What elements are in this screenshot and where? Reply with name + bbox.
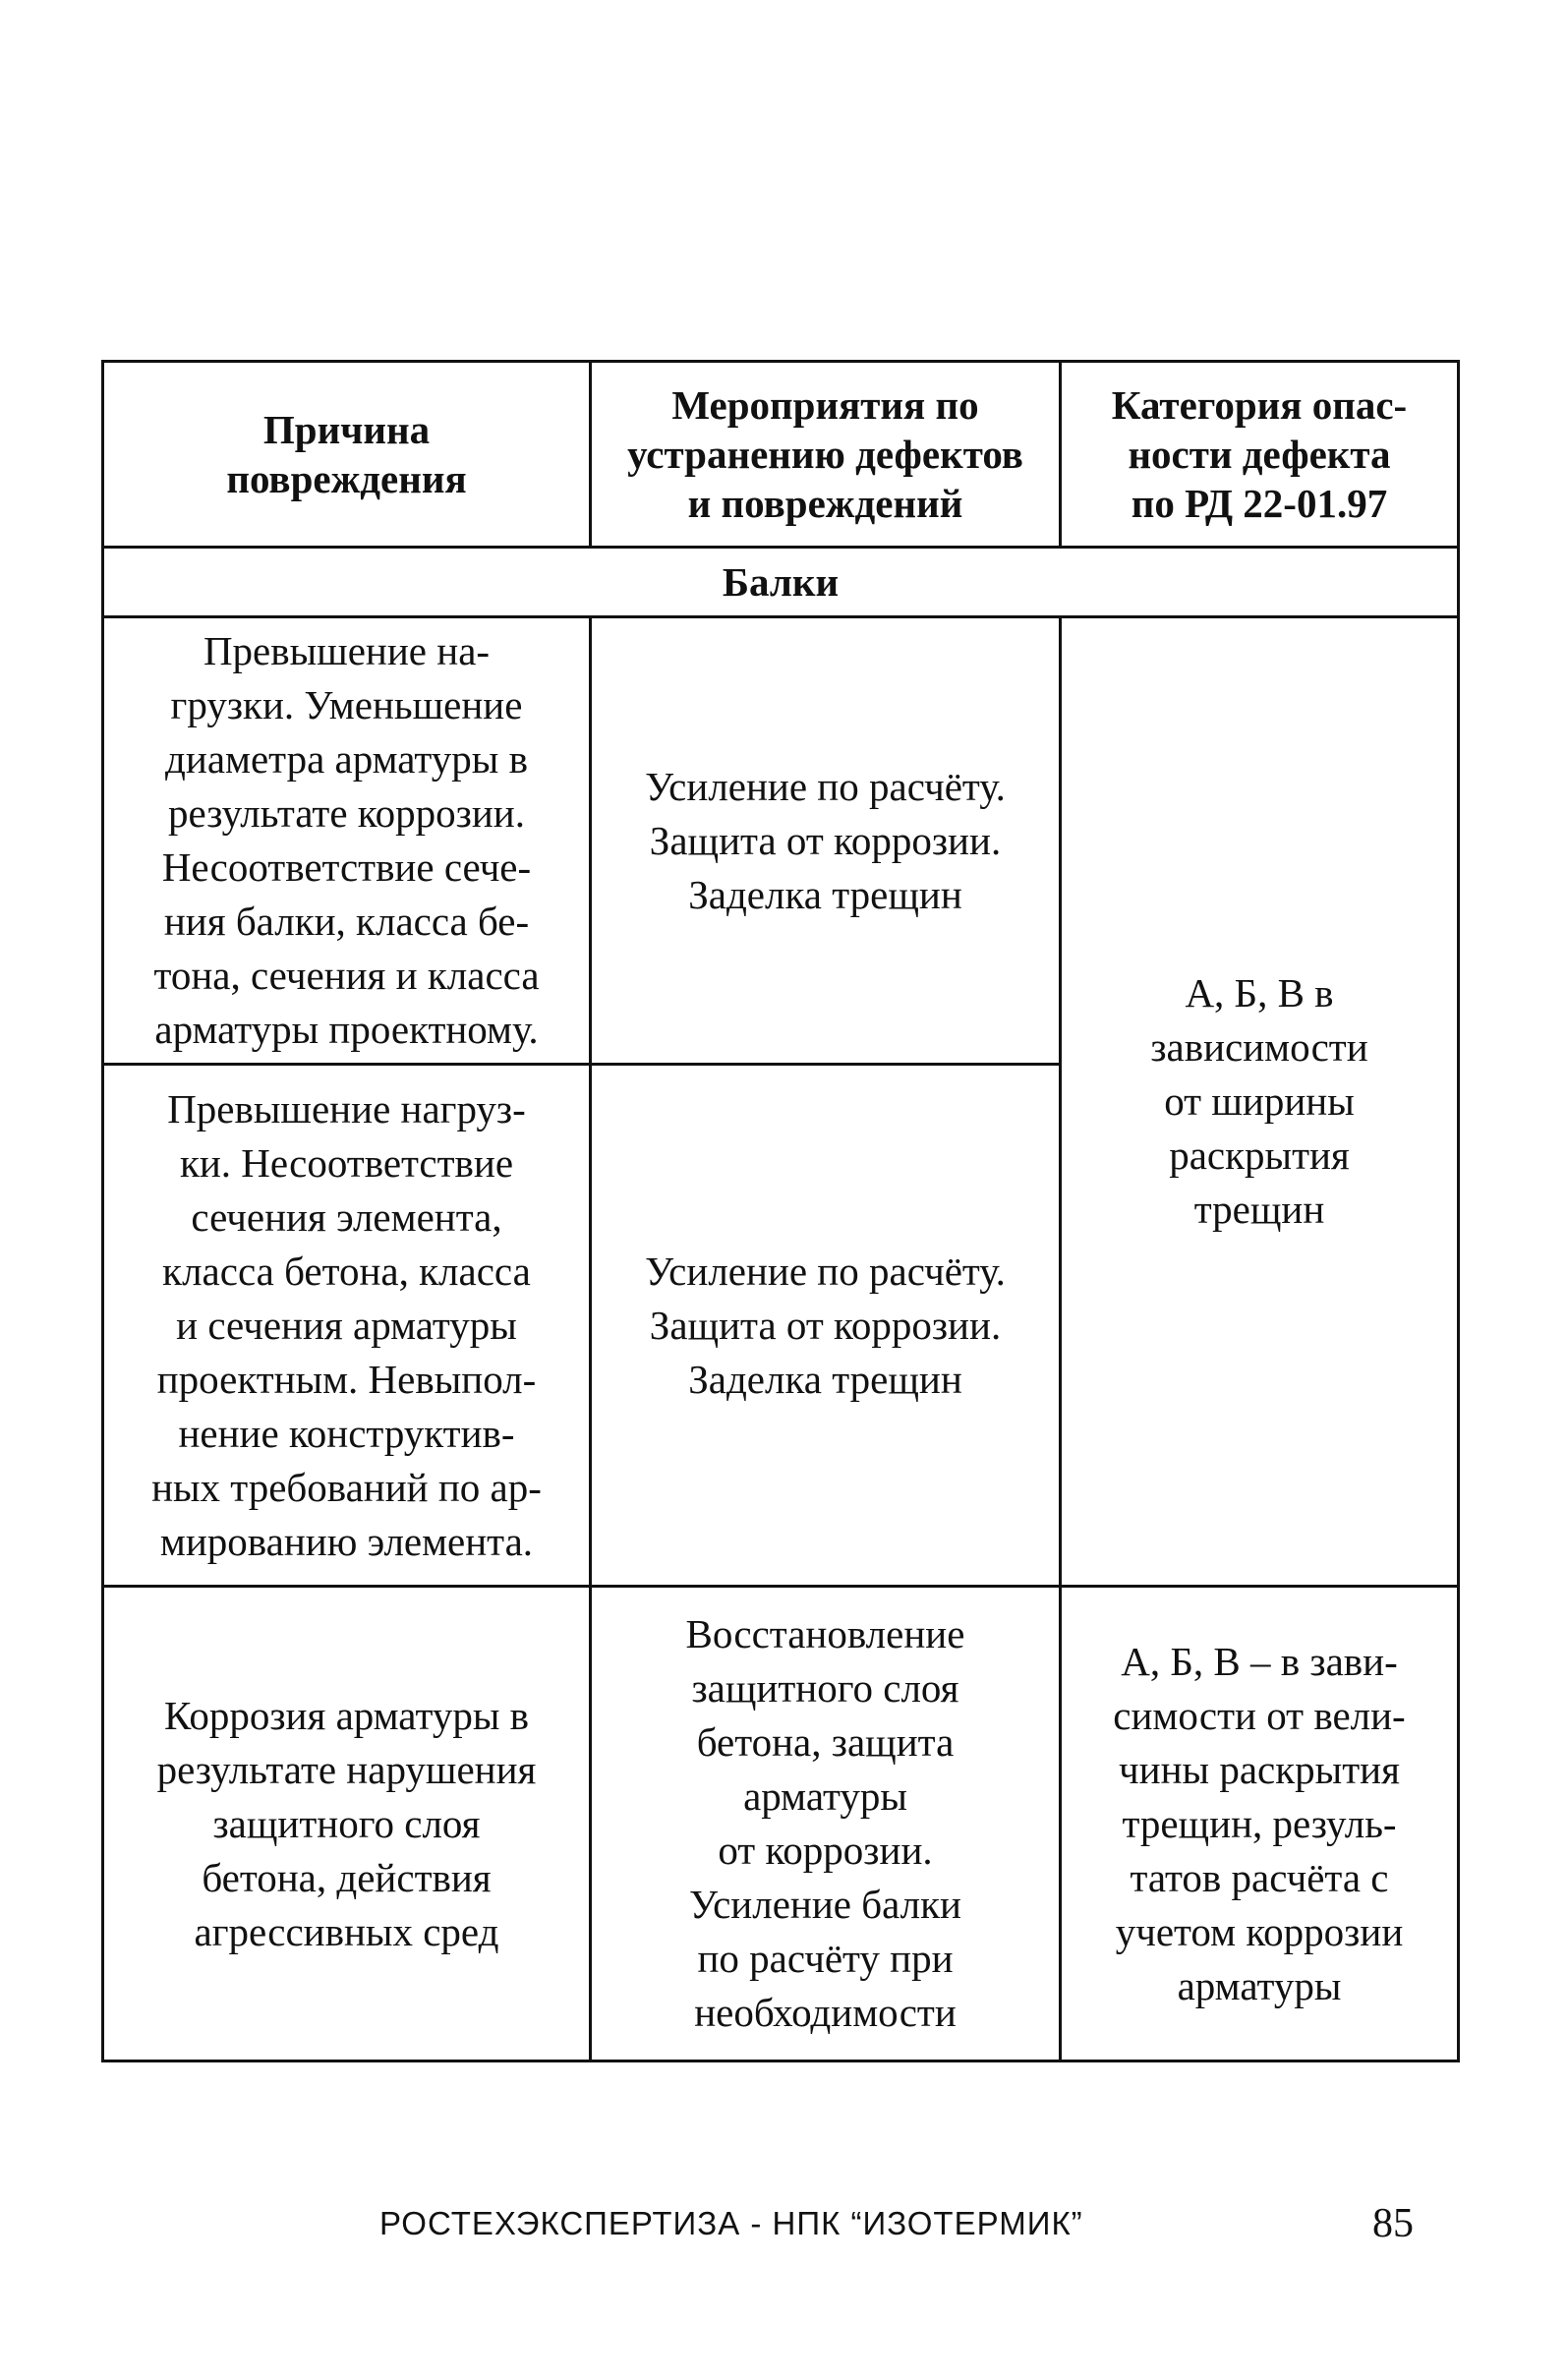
section-row [103, 548, 1459, 617]
measure-cell: Восстановление защитного слоя бетона, защита арматуры от коррозии. Усиление балки по расчёту при необходимости [591, 1587, 1061, 2061]
footer-publisher: РОСТЕХЭКСПЕРТИЗА - НПК “ИЗОТЕРМИК” [379, 2205, 1083, 2241]
cause-cell: Превышение на- грузки. Уменьшение диаметра арматуры в результате коррозии. Несоответствие сече- ния балки, класса бе- тона, сечения и класса арматуры проектному. [103, 617, 591, 1065]
category-cell: А, Б, В – в зави- симости от вели- чины раскрытия трещин, резуль- татов расчёта с учетом коррозии арматуры [1061, 1587, 1459, 2061]
defect-table [101, 360, 1460, 2062]
table-header-row [103, 362, 1459, 548]
header-measures: Мероприятия по устранению дефектов и повреждений [591, 362, 1061, 548]
category-cell: А, Б, В в зависимости от ширины раскрытия трещин [1061, 617, 1459, 1587]
measure-cell: Усиление по расчёту. Защита от коррозии. Заделка трещин [591, 1065, 1061, 1587]
cause-cell: Коррозия арматуры в результате нарушения защитного слоя бетона, действия агрессивных сред [103, 1587, 591, 2061]
header-cause: Причина повреждения [103, 362, 591, 548]
header-category: Категория опас- ности дефекта по РД 22-01.97 [1061, 362, 1459, 548]
cause-cell: Превышение нагруз- ки. Несоответствие сечения элемента, класса бетона, класса и сечения арматуры проектным. Невыпол- нение конструктив- ных требований по ар- мированию элемента. [103, 1065, 591, 1587]
page-number: 85 [1372, 2201, 1414, 2246]
measure-cell: Усиление по расчёту. Защита от коррозии. Заделка трещин [591, 617, 1061, 1065]
table-row [103, 617, 1459, 1065]
table-row [103, 1587, 1459, 2061]
section-title: Балки [103, 548, 1459, 617]
page-footer [0, 2194, 1567, 2253]
